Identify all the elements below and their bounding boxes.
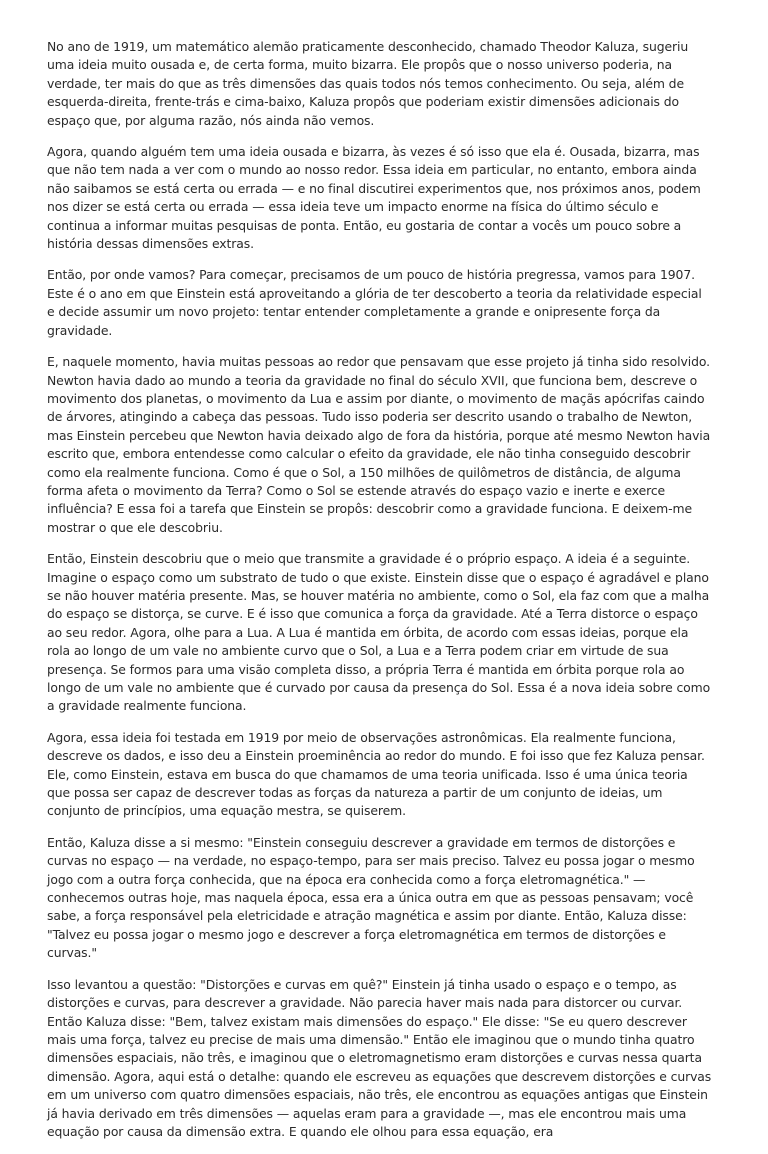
paragraph-7: Então, Kaluza disse a si mesmo: "Einstein conseguiu descrever a gravidade em termos de distorções e curvas no espaço — na verdade, no espaço-tempo, para ser mais preciso. Talvez eu possa jogar o mesmo jogo com a outra força conhecida, que na época era conhecida como a força eletromagnética." — conhecemos outras hoje, mas naquela época, essa era a única outra em que as pessoas pensavam; você sabe, a força responsável pela eletricidade e atração magnética e assim por diante. Então, Kaluza disse: "Talvez eu possa jogar o mesmo jogo e descrever a força eletromagnética em termos de distorções e curvas.": [47, 834, 695, 961]
paragraph-3: Então, por onde vamos? Para começar, precisamos de um pouco de história pregressa, vamos para 1907. Este é o ano em que Einstein está aproveitando a glória de ter descoberto a teoria da relatividade especial e decide assumir um novo projeto: tentar entender completamente a grande e onipresente força da gravidade.: [47, 267, 702, 338]
paragraph-6: Agora, essa ideia foi testada em 1919 por meio de observações astronômicas. Ela realmente funciona, descreve os dados, e isso deu a Einstein proeminência ao redor do mundo. E foi isso que fez Kaluza pensar. Ele, como Einstein, estava em busca do que chamamos de uma teoria unificada. Isso é uma única teoria que possa ser capaz de descrever todas as forças da natureza a partir de um conjunto de ideias, um conjunto de princípios, uma equação mestra, se quiserem.: [47, 729, 705, 819]
paragraph-4: E, naquele momento, havia muitas pessoas ao redor que pensavam que esse projeto já tinha sido resolvido. Newton havia dado ao mundo a teoria da gravidade no final do século XVII, que funciona bem, descreve o movimento dos planetas, o movimento da Lua e assim por diante, o movimento de maçãs apócrifas caindo de árvores, atingindo a cabeça das pessoas. Tudo isso poderia ser descrito usando o trabalho de Newton, mas Einstein percebeu que Newton havia deixado algo de fora da história, porque até mesmo Newton havia escrito que, embora entendesse como calcular o efeito da gravidade, ele não tinha conseguido descobrir como ela realmente funciona. Como é que o Sol, a 150 milhões de quilômetros de distância, de alguma forma afeta o movimento da Terra? Como o Sol se estende através do espaço vazio e inerte e exerce influência? E essa foi a tarefa que Einstein se propôs: descobrir como a gravidade funciona. E deixem-me mostrar o que ele descobriu.: [47, 354, 711, 535]
document-page: [47, 38, 713, 1154]
paragraph-2: Agora, quando alguém tem uma ideia ousada e bizarra, às vezes é só isso que ela é. Ousada, bizarra, mas que não tem nada a ver com o mundo ao nosso redor. Essa ideia em particular, no entanto, embora ainda não saibamos se está certa ou errada — e no final discutirei experimentos que, nos próximos anos, podem nos dizer se está certa ou errada — essa ideia teve um impacto enorme na física do último século e continua a informar muitas pesquisas de ponta. Então, eu gostaria de contar a vocês um pouco sobre a história dessas dimensões extras.: [47, 144, 701, 252]
paragraph-5: Então, Einstein descobriu que o meio que transmite a gravidade é o próprio espaço. A ideia é a seguinte. Imagine o espaço como um substrato de tudo o que existe. Einstein disse que o espaço é agradável e plano se não houver matéria presente. Mas, se houver matéria no ambiente, como o Sol, ela faz com que a malha do espaço se distorça, se curve. E é isso que comunica a força da gravidade. Até a Terra distorce o espaço ao seu redor. Agora, olhe para a Lua. A Lua é mantida em órbita, de acordo com essas ideias, porque ela rola ao longo de um vale no ambiente curvo que o Sol, a Lua e a Terra podem criar em virtude de sua presença. Se formos para uma visão completa disso, a própria Terra é mantida em órbita porque rola ao longo de um vale no ambiente que é curvado por causa da presença do Sol. Essa é a nova ideia sobre como a gravidade realmente funciona.: [47, 551, 711, 714]
paragraph-8: Isso levantou a questão: "Distorções e curvas em quê?" Einstein já tinha usado o espaço e o tempo, as distorções e curvas, para descrever a gravidade. Não parecia haver mais nada para distorcer ou curvar. Então Kaluza disse: "Bem, talvez existam mais dimensões do espaço." Ele disse: "Se eu quero descrever mais uma força, talvez eu precise de mais uma dimensão." Então ele imaginou que o mundo tinha quatro dimensões espaciais, não três, e imaginou que o eletromagnetismo eram distorções e curvas nessa quarta dimensão. Agora, aqui está o detalhe: quando ele escreveu as equações que descrevem distorções e curvas em um universo com quatro dimensões espaciais, não três, ele encontrou as equações antigas que Einstein já havia derivado em três dimensões — aquelas eram para a gravidade —, mas ele encontrou mais uma equação por causa da dimensão extra. E quando ele olhou para essa equação, era: [47, 976, 712, 1139]
paragraph-1: No ano de 1919, um matemático alemão praticamente desconhecido, chamado Theodor Kaluza, sugeriu uma ideia muito ousada e, de certa forma, muito bizarra. Ele propôs que o nosso universo poderia, na verdade, ter mais do que as três dimensões das quais todos nós temos conhecimento. Ou seja, além de esquerda-direita, frente-trás e cima-baixo, Kaluza propôs que poderiam existir dimensões adicionais do espaço que, por alguma razão, nós ainda não vemos.: [47, 39, 689, 128]
